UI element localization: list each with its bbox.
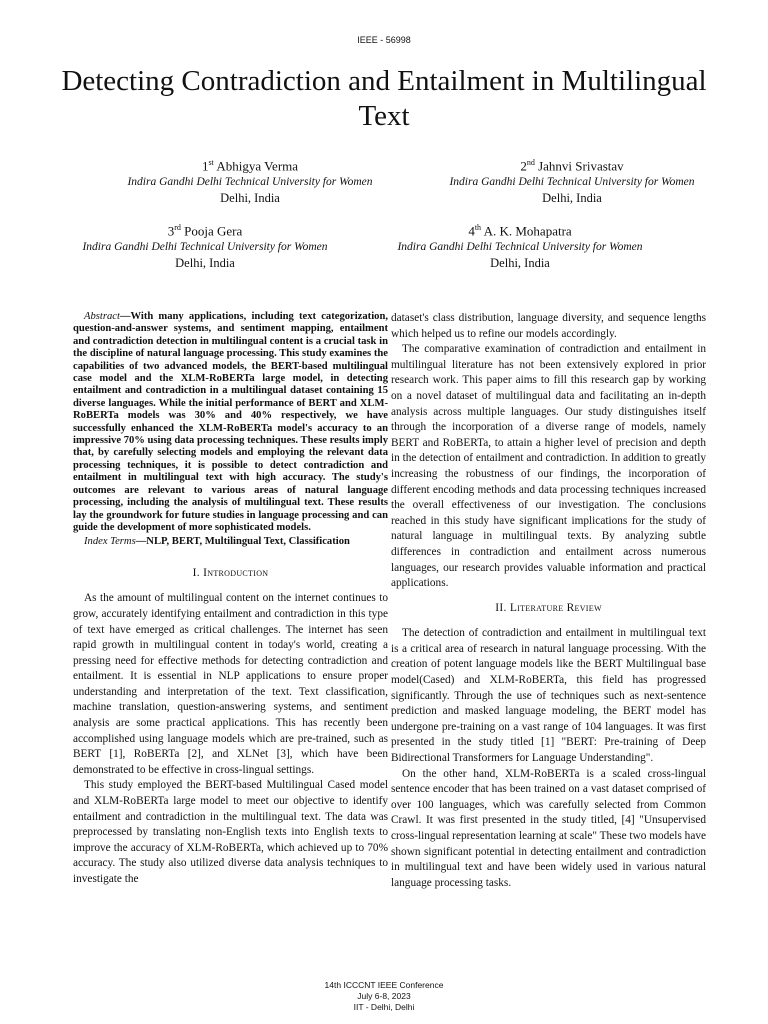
author-affiliation: Indira Gandhi Delhi Technical University for Women bbox=[82, 241, 328, 254]
abstract-text: —With many applications, including text categorization, question-and-answer systems, and sentiment mapping, entailment and contradiction detection in multilingual content is a crucial task in the discipline of natural language processing. This study examines the capabilities of two advanced models, the BERT-based multilingual case model and the XLM-RoBERTa large model, in detecting entailment and contradiction in a multilingual dataset containing 15 diverse languages. While the initial performance of BERT and XLM-RoBERTa models was 30% and 40% respectively, we have successfully enhanced the XLM-RoBERTa model's accuracy to an impressive 70% using data processing techniques. These results imply that, by carefully selecting models and employing the relevant data processing techniques, it is possible to detect contradiction and entailment in multilingual text with high accuracy. The study's outcomes are relevant to various areas of natural language processing, including the analysis of multilingual text. These results lay the groundwork for future studies in language processing and can guide the development of more sophisticated models. bbox=[73, 311, 389, 533]
paragraph: The detection of contradiction and entailment in multilingual text is a critical area of research in natural language processing. With the creation of potent language models like the BERT Multilingual base model(Cased) and XLM-RoBERTa, this field has progressed significantly. Through the use of techniques such as next-sentence prediction and masked language modeling, the BERT model has undergone pre-training on a vast range of 104 languages. It was first presented in the study titled [1] "BERT: Pre-training of Deep Bidirectional Transformers for Language Understanding". bbox=[391, 627, 706, 765]
right-column bbox=[391, 311, 706, 891]
paragraph: dataset's class distribution, language diversity, and sequence lengths which helped us to refine our models accordingly. bbox=[391, 312, 706, 340]
index-terms bbox=[73, 536, 388, 548]
author-location: Delhi, India bbox=[490, 256, 550, 271]
paragraph: As the amount of multilingual content on the internet continues to grow, accurately identifying entailment and contradiction in this type of text have emerged as critical challenges. The internet has seen rapid growth in multilingual content in today's world, creating a pressing need for effective methods for detecting contradiction and entailment. It is essential in NLP applications to ensure proper understanding and interpretation of the text. Text classification, machine translation, question-answering systems, and sentiment analysis are some practical applications. This has recently been accomplished using language models which are pre-trained, such as BERT [1], RoBERTa [2], and XLNet [3], which have been demonstrated to be effective in cross-lingual settings. bbox=[73, 592, 388, 776]
section-title: Introduction bbox=[203, 566, 269, 579]
author-ordinal-suffix: th bbox=[474, 223, 482, 232]
author-location: Delhi, India bbox=[542, 191, 602, 206]
author-location: Delhi, India bbox=[220, 191, 280, 206]
section-numeral: I. bbox=[192, 566, 200, 579]
author-name: A. K. Mohapatra bbox=[483, 223, 572, 239]
left-column bbox=[73, 311, 388, 888]
paragraph: This study employed the BERT-based Multilingual Cased model and XLM-RoBERTa large model to meet our objective to identify entailment and contradiction in the multilingual text. The data was preprocessed by translating non-English texts into English texts to improve the accuracy of XLM-RoBERTa, which achieved up to 70% accuracy. The study also utilized diverse data analysis techniques to investigate the bbox=[73, 779, 388, 885]
author-affiliation: Indira Gandhi Delhi Technical University for Women bbox=[397, 241, 643, 254]
author-block bbox=[50, 220, 360, 271]
author-block bbox=[417, 155, 727, 206]
paragraph: The comparative examination of contradiction and entailment in multilingual literature has not been extensively explored in prior research work. This paper aims to fill this research gap by working on a novel dataset of multilingual data and facilitating an in-depth analysis across multiple languages. Our study distinguishes itself through the incorporation of a diverse range of models, namely BERT and RoBERTa, to attain a higher level of precision and depth in the detection of entailment and contradiction. In addition to greatly increasing the robustness of our findings, the incorporation of different encoding methods and data processing techniques increased the overall effectiveness of our investigation. The conclusions reached in this study have significant implications for the study of natural language in multilingual texts. By analyzing subtle differences in contradiction and entailment across numerous languages, our research provides valuable information and practical applications. bbox=[391, 343, 706, 590]
author-name: Pooja Gera bbox=[184, 223, 243, 239]
section-title: Literature Review bbox=[509, 601, 602, 614]
author-name: Abhigya Verma bbox=[216, 158, 299, 174]
author-block bbox=[95, 155, 405, 206]
paragraph: On the other hand, XLM-RoBERTa is a scaled cross-lingual sentence encoder that has been trained on a vast dataset comprised of over 100 languages, which was carefully selected from Common Crawl. It was first presented in the study titled, [4] "Unsupervised cross-lingual representation learning at scale" These two models have shown significant potential in detecting entailment and contradiction in multilingual text and have been widely used in various natural language processing tasks. bbox=[391, 767, 706, 889]
author-name: Jahnvi Srivastav bbox=[538, 158, 624, 174]
author-affiliation: Indira Gandhi Delhi Technical University for Women bbox=[127, 176, 373, 189]
paper-title: Detecting Contradiction and Entailment in Multilingual Text bbox=[61, 65, 707, 132]
footer-dates: July 6-8, 2023 bbox=[357, 991, 411, 1001]
author-ordinal: 1 bbox=[201, 158, 209, 174]
footer-conference: 14th ICCCNT IEEE Conference bbox=[324, 980, 444, 990]
conference-id: IEEE - 56998 bbox=[357, 35, 411, 45]
footer-venue: IIT - Delhi, Delhi bbox=[353, 1002, 415, 1012]
author-affiliation: Indira Gandhi Delhi Technical University for Women bbox=[449, 176, 695, 189]
author-block bbox=[365, 220, 675, 271]
author-ordinal-suffix: st bbox=[208, 158, 214, 167]
section-numeral: II. bbox=[495, 601, 507, 614]
abstract-lead: Abstract bbox=[84, 311, 120, 322]
index-terms-lead: Index Terms bbox=[84, 536, 136, 548]
abstract bbox=[73, 311, 388, 534]
author-ordinal-suffix: rd bbox=[174, 223, 181, 232]
author-ordinal: 2 bbox=[520, 158, 527, 174]
author-ordinal-suffix: nd bbox=[526, 158, 535, 167]
index-terms-text: —NLP, BERT, Multilingual Text, Classification bbox=[135, 536, 350, 548]
page-footer bbox=[0, 980, 768, 1013]
author-ordinal: 4 bbox=[468, 223, 475, 239]
author-ordinal: 3 bbox=[167, 223, 175, 239]
section-heading-literature-review bbox=[391, 601, 706, 617]
author-location: Delhi, India bbox=[175, 256, 235, 271]
section-heading-introduction bbox=[73, 566, 388, 582]
